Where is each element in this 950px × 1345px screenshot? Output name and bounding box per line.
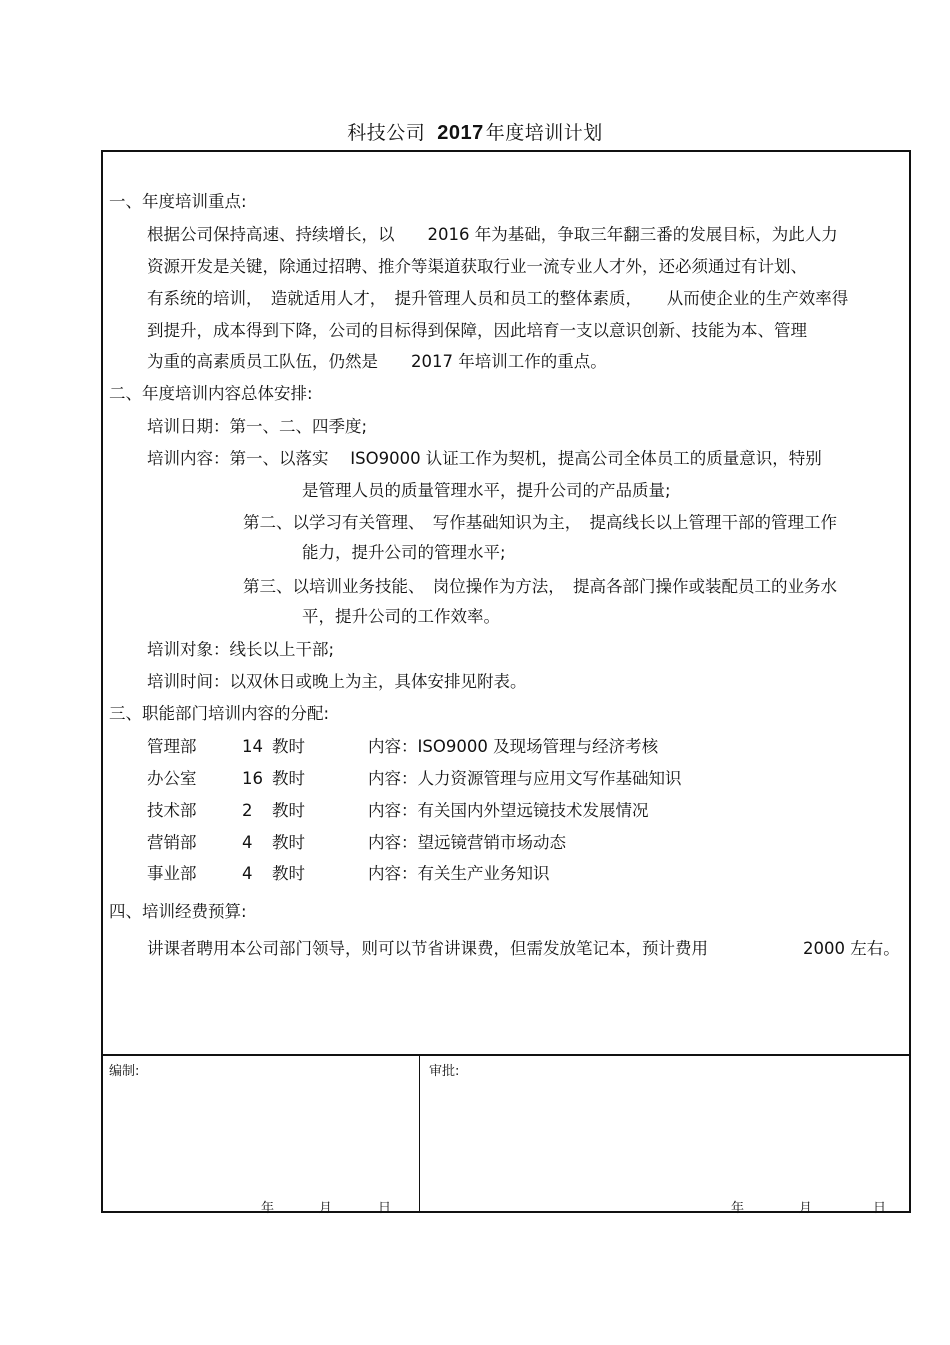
section1-heading: 一、年度培训重点:	[109, 192, 247, 211]
training-time: 培训时间：以双休日或晚上为主，具体安排见附表。	[147, 672, 527, 691]
dept-content: 内容：望远镜营销市场动态	[368, 833, 566, 852]
left-date-month: 月	[319, 1201, 333, 1216]
dept-name: 管理部	[147, 737, 197, 756]
footer-column-divider	[419, 1054, 420, 1211]
training-date: 培训日期：第一、二、四季度;	[147, 417, 368, 436]
dept-hours: 14	[242, 737, 263, 756]
dept-unit: 教时	[272, 769, 305, 788]
training-content-line: 平，提升公司的工作效率。	[302, 607, 500, 626]
training-content-line: 能力，提升公司的管理水平;	[302, 543, 506, 562]
footer-divider	[103, 1054, 909, 1056]
training-content-line: 第三、以培训业务技能、 岗位操作为方法， 提高各部门操作或装配员工的业务水	[243, 577, 837, 596]
section1-line: 到提升，成本得到下降，公司的目标得到保障，因此培育一支以意识创新、技能为本、管理	[147, 321, 807, 340]
right-date-month: 月	[799, 1201, 813, 1216]
training-target: 培训对象：线长以上干部;	[147, 640, 335, 659]
budget-line: 讲课者聘用本公司部门领导，则可以节省讲课费，但需发放笔记本，预计费用	[147, 939, 708, 958]
approved-by-label: 审批:	[429, 1064, 460, 1079]
section3-heading: 三、职能部门培训内容的分配:	[109, 704, 330, 723]
section1-line: 根据公司保持高速、持续增长，以 2016 年为基础，争取三年翻三番的发展目标，为此人力	[147, 225, 838, 244]
dept-unit: 教时	[272, 801, 305, 820]
right-date-day: 日	[873, 1201, 887, 1216]
title-suffix: 年度培训计划	[485, 122, 603, 144]
dept-name: 办公室	[147, 769, 197, 788]
document-title	[0, 118, 950, 145]
budget-amount: 2000 左右。	[803, 939, 900, 958]
compiled-by-label: 编制:	[109, 1064, 140, 1079]
section2-heading: 二、年度培训内容总体安排:	[109, 384, 313, 403]
plan-table	[101, 150, 911, 1216]
dept-hours: 4	[242, 864, 253, 883]
section1-line: 资源开发是关键，除通过招聘、推介等渠道获取行业一流专业人才外，还必须通过有计划、	[147, 257, 807, 276]
title-prefix: 科技公司	[347, 122, 426, 144]
dept-hours: 16	[242, 769, 263, 788]
dept-content: 内容：有关国内外望远镜技术发展情况	[368, 801, 649, 820]
training-content-line: 培训内容：第一、以落实 ISO9000 认证工作为契机，提高公司全体员工的质量意识，特别	[147, 449, 822, 468]
left-date-year: 年	[261, 1201, 275, 1216]
dept-unit: 教时	[272, 833, 305, 852]
section4-heading: 四、培训经费预算:	[109, 902, 247, 921]
dept-content: 内容：人力资源管理与应用文写作基础知识	[368, 769, 682, 788]
dept-name: 技术部	[147, 801, 197, 820]
dept-content: 内容：ISO9000 及现场管理与经济考核	[368, 737, 659, 756]
dept-hours: 2	[242, 801, 253, 820]
title-year: 2017	[437, 122, 484, 144]
section1-line: 有系统的培训， 造就适用人才， 提升管理人员和员工的整体素质， 从而使企业的生产效率得	[147, 289, 849, 308]
dept-name: 事业部	[147, 864, 197, 883]
dept-unit: 教时	[272, 737, 305, 756]
dept-unit: 教时	[272, 864, 305, 883]
right-date-year: 年	[731, 1201, 745, 1216]
dept-name: 营销部	[147, 833, 197, 852]
section1-line: 为重的高素质员工队伍，仍然是 2017 年培训工作的重点。	[147, 352, 607, 371]
training-content-line: 是管理人员的质量管理水平，提升公司的产品质量;	[302, 481, 671, 500]
left-date-day: 日	[378, 1201, 392, 1216]
dept-hours: 4	[242, 833, 253, 852]
dept-content: 内容：有关生产业务知识	[368, 864, 550, 883]
training-content-line: 第二、以学习有关管理、 写作基础知识为主， 提高线长以上管理干部的管理工作	[243, 513, 837, 532]
